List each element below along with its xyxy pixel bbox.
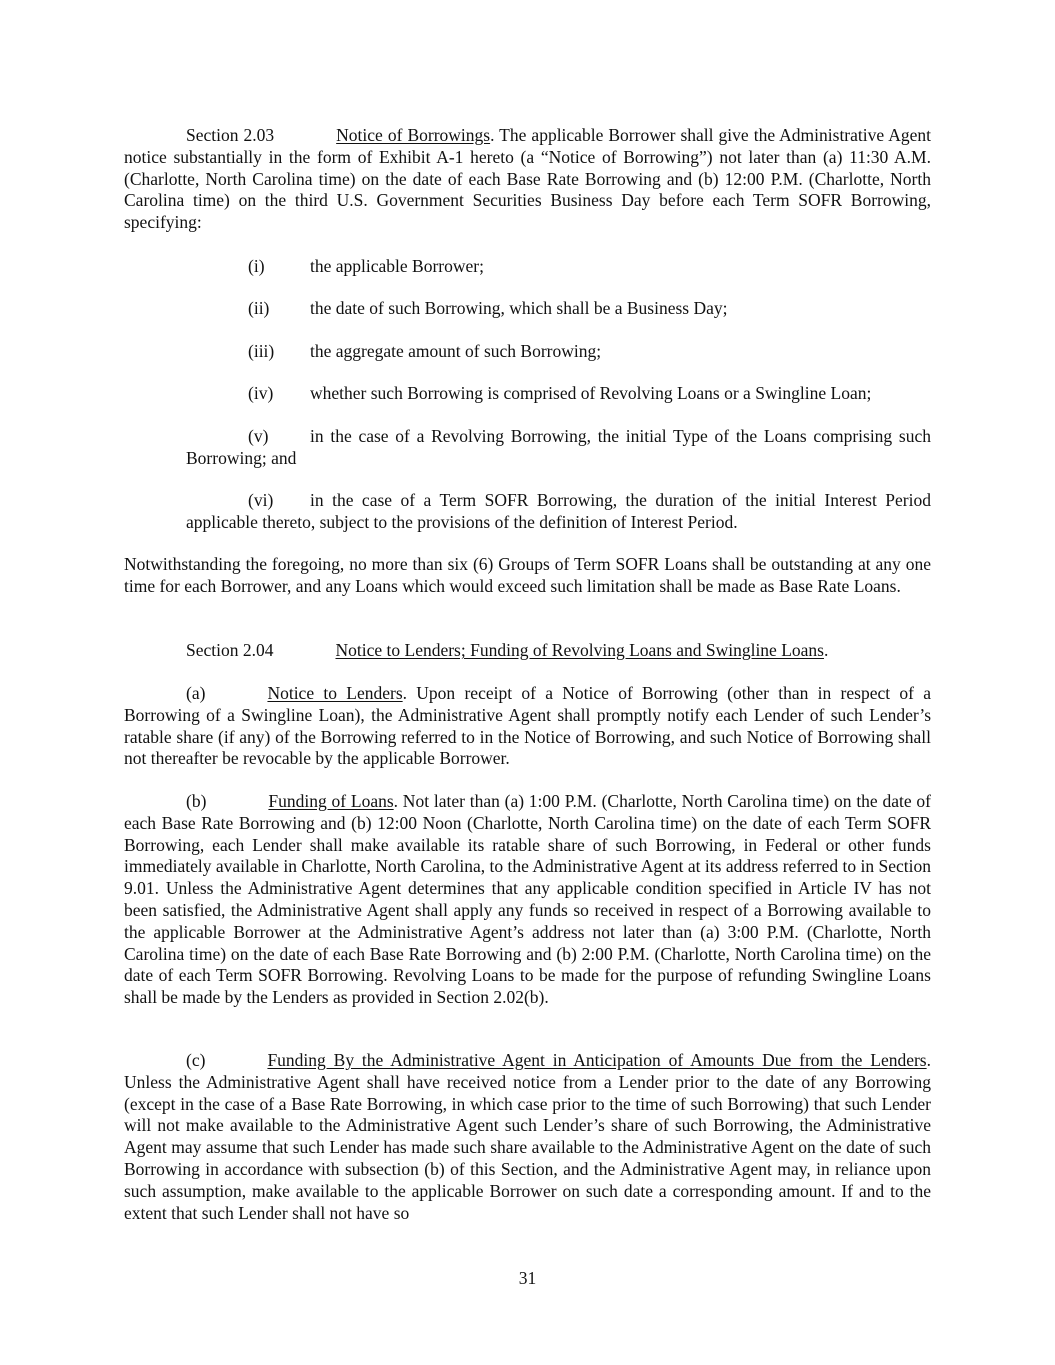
section-2-03-heading: Notice of Borrowings [336, 125, 491, 145]
subsection-c-heading: Funding By the Administrative Agent in Anticipation of Amounts Due from the Lenders [267, 1050, 927, 1070]
notwithstanding-paragraph: Notwithstanding the foregoing, no more than six (6) Groups of Term SOFR Loans shall be outstanding at any one time for each Borrower, and any Loans which would exceed such limitation shall be made as Base Rate Loans. [124, 554, 931, 596]
list-item: (vi) in the case of a Term SOFR Borrowing, the duration of the initial Interest Period applicable thereto, subject to the provisions of the definition of Interest Period. [186, 490, 931, 532]
section-2-04-heading-line: Section 2.04 Notice to Lenders; Funding of Revolving Loans and Swingline Loans. [186, 640, 829, 660]
section-2-04-label: Section 2.04 [186, 640, 274, 660]
subsection-c-paragraph: (c) Funding By the Administrative Agent in Anticipation of Amounts Due from the Lenders. Unless the Administrative Agent shall have received notice from a Lender prior to the date of any Borrowing (except in the case of a Base Rate Borrowing, in which case prior to the time of such Borrowing) that such Lender will not make available to the Administrative Agent such Lender’s share of such Borrowing, the Administrative Agent may assume that such Lender has made such share available to the Administrative Agent on the date of such Borrowing in accordance with subsection (b) of this Section, and the Administrative Agent may, in reliance upon such assumption, make available to the applicable Borrower on such date a corresponding amount. If and to the extent that such Lender shall not have so [124, 1050, 931, 1223]
section-2-03-paragraph: Section 2.03 Notice of Borrowings. The applicable Borrower shall give the Administrative Agent notice substantially in the form of Exhibit A-1 hereto (a “Notice of Borrowing”) not later than (a) 11:30 A.M. (Charlotte, North Carolina time) on the date of each Base Rate Borrowing and (b) 12:00 P.M. (Charlotte, North Carolina time) on the third U.S. Government Securities Business Day before each Term SOFR Borrowing, specifying: [124, 125, 931, 233]
list-item: (ii) the date of such Borrowing, which shall be a Business Day; [248, 298, 728, 318]
list-item: (iv) whether such Borrowing is comprised of Revolving Loans or a Swingline Loan; [248, 383, 872, 403]
subsection-a-paragraph: (a) Notice to Lenders. Upon receipt of a Notice of Borrowing (other than in respect of a Borrowing of a Swingline Loan), the Administrative Agent shall promptly notify each Lender of such Lender’s ratable share (if any) of the Borrowing referred to in the Notice of Borrowing, and such Notice of Borrowing shall not thereafter be revocable by the applicable Borrower. [124, 683, 932, 769]
section-2-03-body: The applicable Borrower shall give the Administrative Agent notice substantially in the form of Exhibit A-1 hereto (a “Notice of Borrowing”) not later than (a) 11:30 A.M. (Charlotte, North Carolina time) on the date of each Base Rate Borrowing and (b) 12:00 P.M. (Charlotte, North Carolina time) on the third U.S. Government Securities Business Day before each Term SOFR Borrowing, specifying: [124, 125, 931, 233]
list-item: (v) in the case of a Revolving Borrowing, the initial Type of the Loans comprising such Borrowing; and [186, 426, 931, 468]
section-2-03-label: Section 2.03 [186, 125, 275, 145]
list-item: (iii) the aggregate amount of such Borrowing; [248, 341, 602, 361]
subsection-a-heading: Notice to Lenders [267, 683, 403, 703]
list-item: (i) the applicable Borrower; [248, 256, 484, 276]
subsection-b-paragraph: (b) Funding of Loans. Not later than (a) 1:00 P.M. (Charlotte, North Carolina time) on the date of each Base Rate Borrowing and (b) 12:00 Noon (Charlotte, North Carolina time) on the date of each Term SOFR Borrowing, each Lender shall make available its ratable share of such Borrowing, in Federal or other funds immediately available in Charlotte, North Carolina, to the Administrative Agent at its address referred to in Section 9.01. Unless the Administrative Agent determines that any applicable condition specified in Article IV has not been satisfied, the Administrative Agent shall apply any funds so received in respect of a Borrowing available to the applicable Borrower at the Administrative Agent’s address not later than (a) 3:00 P.M. (Charlotte, North Carolina time) on the date of each Base Rate Borrowing and (b) 2:00 P.M. (Charlotte, North Carolina time) on the date of each Term SOFR Borrowing. Revolving Loans to be made for the purpose of refunding Swingline Loans shall be made by the Lenders as provided in Section 2.02(b). [124, 791, 931, 1008]
section-2-04-heading: Notice to Lenders; Funding of Revolving Loans and Swingline Loans [335, 640, 824, 660]
page-number: 31 [518, 1268, 537, 1288]
subsection-b-heading: Funding of Loans [268, 791, 394, 811]
